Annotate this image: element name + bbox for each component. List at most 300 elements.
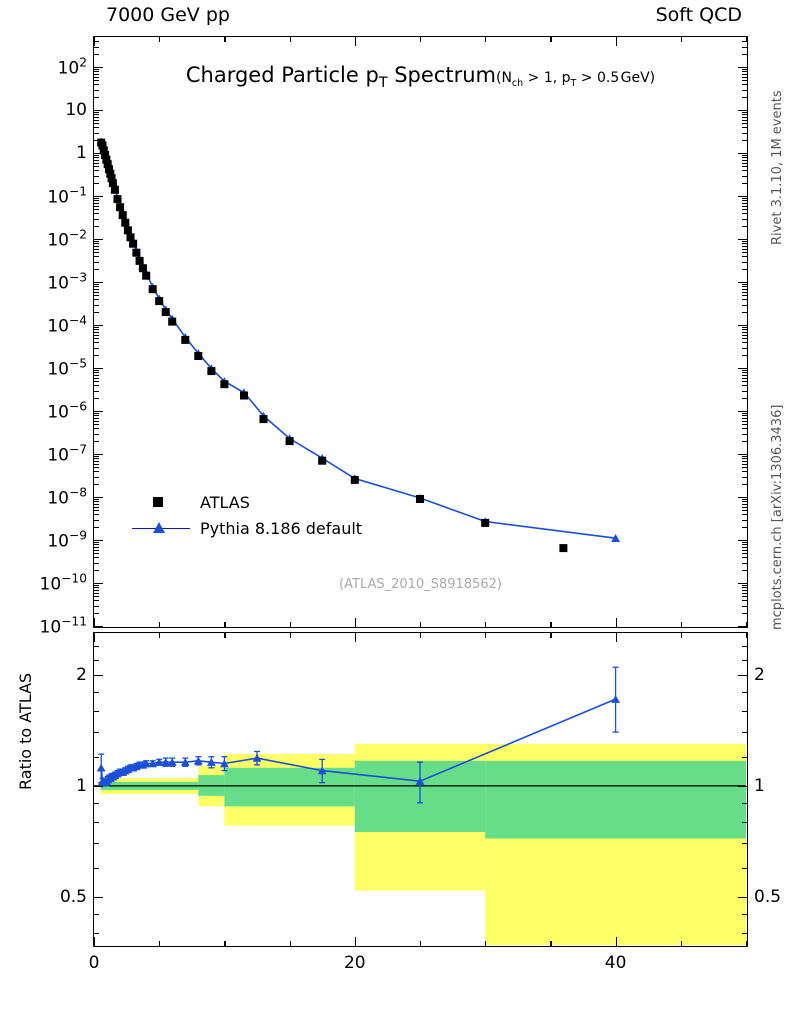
y-tick-minor — [94, 133, 99, 134]
y-tick-minor — [94, 327, 99, 328]
plot-title-main: Charged Particle p — [185, 63, 379, 87]
y-tick-minor — [94, 206, 99, 207]
y-tick-minor — [94, 183, 99, 184]
main-plot-canvas — [94, 37, 746, 626]
ratio-y-tick-minor — [94, 732, 99, 733]
y-tick-minor — [94, 570, 99, 571]
y-tick-minor-right — [742, 112, 747, 113]
y-tick-minor — [94, 163, 99, 164]
y-tick-label: $10^{-8}$ — [47, 485, 87, 509]
y-tick-minor-right — [742, 342, 747, 343]
ratio-y-tick-label: 2 — [76, 665, 87, 685]
x-tick-major-top — [94, 37, 95, 46]
y-tick-minor-right — [742, 243, 747, 244]
ratio-x-tick-minor — [224, 941, 225, 946]
y-tick-minor-right — [742, 80, 747, 81]
ratio-y-tick-minor-right — [742, 711, 747, 712]
ratio-y-tick-minor — [94, 757, 99, 758]
ratio-y-tick-minor-right — [742, 692, 747, 693]
y-tick-minor — [94, 226, 99, 227]
y-tick-minor-right — [742, 456, 747, 457]
atlas-main-marker — [220, 380, 228, 388]
y-tick-minor — [94, 542, 99, 543]
y-tick-minor-right — [742, 378, 747, 379]
atlas-main-marker — [142, 272, 150, 280]
y-tick-minor-right — [742, 74, 747, 75]
y-tick-minor-right — [742, 90, 747, 91]
x-tick-minor-top — [224, 37, 225, 42]
atlas-main-marker — [129, 240, 137, 248]
analysis-id-watermark: (ATLAS_2010_S8918562) — [339, 577, 502, 592]
y-tick-minor-right — [742, 428, 747, 429]
y-tick-minor — [94, 464, 99, 465]
ratio-y-tick-minor — [94, 822, 99, 823]
ratio-y-tick-minor-right — [742, 843, 747, 844]
y-tick-minor-right — [742, 249, 747, 250]
y-tick-minor-right — [742, 418, 747, 419]
y-tick-minor — [94, 140, 99, 141]
plot-title-sub: T — [378, 75, 388, 92]
ratio-y-tick-minor-right — [742, 646, 747, 647]
ratio-uncertainty-band-green — [224, 768, 354, 807]
y-tick-minor — [94, 97, 99, 98]
y-tick-minor-right — [742, 155, 747, 156]
y-tick-minor — [94, 606, 99, 607]
x-tick-minor-bottom — [681, 622, 682, 627]
y-tick-minor-right — [742, 97, 747, 98]
ratio-y-tick-minor — [94, 868, 99, 869]
ratio-y-tick-minor-right — [742, 868, 747, 869]
y-tick-label: 1 — [76, 143, 87, 163]
y-tick-minor — [94, 170, 99, 171]
y-tick-minor — [94, 527, 99, 528]
y-tick-minor — [94, 249, 99, 250]
x-tick-major-bottom — [355, 618, 356, 627]
y-tick-minor-right — [742, 375, 747, 376]
ratio-x-tick-major — [616, 937, 617, 946]
atlas-main-marker — [260, 415, 268, 423]
ratio-y-tick-label-right: 1 — [754, 775, 765, 796]
y-tick-minor-right — [742, 415, 747, 416]
y-tick-minor — [94, 520, 99, 521]
y-tick-minor — [94, 378, 99, 379]
y-tick-minor-right — [742, 329, 747, 330]
y-tick-minor-right — [742, 338, 747, 339]
x-tick-minor-bottom — [550, 622, 551, 627]
y-tick-minor-right — [742, 157, 747, 158]
plot-title-cuts: ($N_{ch} > 1$, $p_T > 0.5$ GeV) — [495, 70, 656, 89]
ratio-y-tick-minor-right — [742, 757, 747, 758]
y-tick-minor-right — [742, 596, 747, 597]
y-tick-minor-right — [742, 219, 747, 220]
y-tick-minor — [94, 415, 99, 416]
ratio-x-tick-major — [94, 937, 95, 946]
y-tick-minor-right — [742, 557, 747, 558]
y-tick-minor — [94, 160, 99, 161]
y-tick-minor-right — [742, 441, 747, 442]
y-tick-minor-right — [742, 269, 747, 270]
y-tick-minor — [94, 54, 99, 55]
y-tick-minor — [94, 441, 99, 442]
y-tick-minor-right — [742, 520, 747, 521]
ratio-plot-canvas — [94, 633, 746, 945]
ratio-x-tick-major-top — [355, 633, 356, 642]
y-tick-minor-right — [742, 348, 747, 349]
y-tick-minor-right — [742, 262, 747, 263]
ratio-y-tick-major — [94, 897, 103, 898]
atlas-main-marker — [139, 264, 147, 272]
y-tick-minor — [94, 398, 99, 399]
ratio-y-tick-minor — [94, 803, 99, 804]
ratio-pythia-marker — [97, 764, 106, 772]
y-tick-minor-right — [742, 312, 747, 313]
atlas-main-marker — [351, 476, 359, 484]
y-tick-minor-right — [742, 133, 747, 134]
y-tick-minor-right — [742, 606, 747, 607]
y-tick-minor-right — [742, 123, 747, 124]
y-tick-minor-right — [742, 585, 747, 586]
y-tick-minor-right — [742, 381, 747, 382]
y-tick-label: $10^{-4}$ — [47, 313, 87, 337]
y-tick-minor — [94, 593, 99, 594]
ratio-x-tick-minor — [290, 941, 291, 946]
y-tick-minor-right — [742, 464, 747, 465]
y-tick-label: $10^{-3}$ — [47, 270, 87, 294]
y-tick-minor-right — [742, 501, 747, 502]
y-tick-minor — [94, 424, 99, 425]
y-tick-minor-right — [742, 203, 747, 204]
y-tick-minor-right — [742, 206, 747, 207]
y-tick-minor-right — [742, 590, 747, 591]
y-tick-label: $10^{-11}$ — [39, 614, 87, 638]
ratio-x-tick-minor — [420, 941, 421, 946]
atlas-main-marker — [318, 457, 326, 465]
y-tick-minor — [94, 219, 99, 220]
y-tick-minor-right — [742, 553, 747, 554]
y-tick-minor — [94, 292, 99, 293]
y-tick-minor — [94, 434, 99, 435]
ratio-x-tick-minor — [550, 941, 551, 946]
y-tick-minor — [94, 166, 99, 167]
y-tick-minor — [94, 80, 99, 81]
y-tick-minor-right — [742, 77, 747, 78]
atlas-main-marker — [132, 249, 140, 257]
ratio-x-tick-major-top — [94, 633, 95, 642]
ratio-y-tick-minor — [94, 914, 99, 915]
y-tick-minor-right — [742, 170, 747, 171]
y-tick-label: $10^2$ — [57, 55, 87, 79]
y-tick-minor — [94, 246, 99, 247]
y-tick-minor — [94, 155, 99, 156]
atlas-main-marker — [155, 297, 163, 305]
ratio-y-tick-label-right: 2 — [754, 665, 765, 685]
ratio-y-tick-minor — [94, 692, 99, 693]
atlas-main-marker — [121, 219, 129, 227]
x-tick-major-bottom — [616, 618, 617, 627]
y-tick-minor-right — [742, 484, 747, 485]
y-tick-minor — [94, 421, 99, 422]
y-tick-minor — [94, 286, 99, 287]
y-tick-minor-right — [742, 241, 747, 242]
atlas-main-marker — [194, 352, 202, 360]
ratio-x-tick-minor-top — [550, 633, 551, 638]
plot-title-tail: Spectrum — [387, 63, 496, 87]
x-tick-minor-bottom — [224, 622, 225, 627]
atlas-main-marker — [111, 186, 119, 194]
y-tick-minor-right — [742, 434, 747, 435]
y-tick-minor — [94, 90, 99, 91]
y-tick-minor-right — [742, 385, 747, 386]
y-tick-minor — [94, 563, 99, 564]
ratio-x-tick-minor-top — [746, 633, 747, 638]
y-tick-minor — [94, 127, 99, 128]
ratio-x-tick-minor-top — [159, 633, 160, 638]
ratio-y-tick-minor-right — [742, 660, 747, 661]
y-tick-minor-right — [742, 499, 747, 500]
atlas-main-marker — [481, 519, 489, 527]
y-tick-minor-right — [742, 332, 747, 333]
y-tick-minor-right — [742, 246, 747, 247]
ratio-x-tick-major — [355, 937, 356, 946]
y-tick-minor-right — [742, 252, 747, 253]
y-tick-minor — [94, 71, 99, 72]
y-tick-label: $10^{-1}$ — [47, 184, 87, 208]
ratio-y-tick-label: 1 — [76, 775, 87, 796]
y-tick-minor-right — [742, 507, 747, 508]
y-tick-minor-right — [742, 305, 747, 306]
y-tick-minor-right — [742, 295, 747, 296]
ratio-plot-panel — [59, 632, 782, 973]
y-tick-minor — [94, 120, 99, 121]
y-tick-minor — [94, 600, 99, 601]
y-tick-minor-right — [742, 370, 747, 371]
y-tick-minor-right — [742, 69, 747, 70]
y-tick-minor-right — [742, 504, 747, 505]
y-tick-minor — [94, 262, 99, 263]
atlas-main-marker — [168, 318, 176, 326]
atlas-main-marker — [119, 211, 127, 219]
y-tick-minor — [94, 305, 99, 306]
ratio-y-tick-minor — [94, 646, 99, 647]
x-tick-minor-top — [290, 37, 291, 42]
legend-label-pythia: Pythia 8.186 default — [200, 518, 363, 538]
y-tick-minor-right — [742, 183, 747, 184]
y-tick-minor-right — [742, 176, 747, 177]
ratio-x-tick-minor — [746, 941, 747, 946]
x-tick-minor-bottom — [159, 622, 160, 627]
atlas-main-marker — [162, 308, 170, 316]
y-tick-minor — [94, 391, 99, 392]
x-tick-minor-top — [550, 37, 551, 42]
y-tick-minor-right — [742, 286, 747, 287]
y-tick-minor — [94, 477, 99, 478]
y-tick-minor — [94, 585, 99, 586]
atlas-main-marker — [116, 203, 124, 211]
atlas-main-marker — [181, 336, 189, 344]
ratio-x-tick-major-top — [616, 633, 617, 642]
y-tick-minor — [94, 256, 99, 257]
y-tick-minor-right — [742, 299, 747, 300]
atlas-main-marker — [559, 544, 567, 552]
y-tick-minor — [94, 484, 99, 485]
ratio-y-tick-minor — [94, 843, 99, 844]
ratio-y-tick-minor — [94, 933, 99, 934]
ratio-y-tick-major-right — [738, 897, 747, 898]
y-tick-minor — [94, 596, 99, 597]
y-tick-minor-right — [742, 467, 747, 468]
ratio-x-tick-minor — [485, 941, 486, 946]
y-tick-minor — [94, 243, 99, 244]
y-tick-minor — [94, 332, 99, 333]
y-tick-minor-right — [742, 421, 747, 422]
y-tick-minor — [94, 77, 99, 78]
y-tick-minor-right — [742, 289, 747, 290]
y-tick-minor-right — [742, 570, 747, 571]
y-tick-minor — [94, 269, 99, 270]
x-tick-minor-top — [159, 37, 160, 42]
y-tick-minor — [94, 213, 99, 214]
x-tick-minor-top — [681, 37, 682, 42]
y-tick-minor — [94, 547, 99, 548]
ratio-x-tick-minor-top — [681, 633, 682, 638]
y-tick-minor-right — [742, 613, 747, 614]
x-tick-label: 0 — [88, 953, 100, 973]
atlas-main-marker — [149, 285, 157, 293]
y-tick-minor-right — [742, 166, 747, 167]
y-tick-minor — [94, 335, 99, 336]
y-tick-label: 10 — [65, 100, 87, 120]
ratio-y-tick-major-right — [738, 786, 747, 787]
y-tick-minor — [94, 413, 99, 414]
y-tick-minor — [94, 375, 99, 376]
atlas-main-marker — [136, 257, 144, 265]
y-tick-minor-right — [742, 477, 747, 478]
y-tick-minor — [94, 557, 99, 558]
y-tick-minor-right — [742, 413, 747, 414]
ratio-y-tick-minor-right — [742, 803, 747, 804]
ratio-uncertainty-band-green — [485, 761, 746, 839]
atlas-main-marker — [207, 367, 215, 375]
y-tick-label: $10^{-5}$ — [47, 356, 87, 380]
y-tick-label: $10^{-2}$ — [47, 227, 87, 251]
y-tick-minor — [94, 372, 99, 373]
y-tick-minor — [94, 74, 99, 75]
ratio-y-tick-minor-right — [742, 914, 747, 915]
ratio-x-tick-minor-top — [290, 633, 291, 638]
y-tick-minor — [94, 418, 99, 419]
y-tick-minor — [94, 123, 99, 124]
x-tick-minor-top — [420, 37, 421, 42]
x-tick-major-bottom — [94, 618, 95, 627]
y-tick-minor — [94, 338, 99, 339]
atlas-main-marker — [286, 437, 294, 445]
y-tick-minor-right — [742, 542, 747, 543]
y-tick-minor — [94, 84, 99, 85]
x-tick-minor-bottom — [420, 622, 421, 627]
y-tick-minor — [94, 428, 99, 429]
y-tick-minor — [94, 312, 99, 313]
y-tick-minor — [94, 471, 99, 472]
x-tick-minor-top — [485, 37, 486, 42]
x-tick-minor-bottom — [290, 622, 291, 627]
y-tick-major — [94, 626, 103, 627]
y-tick-minor-right — [742, 563, 747, 564]
y-tick-minor-right — [742, 355, 747, 356]
x-tick-label: 20 — [343, 953, 366, 973]
y-tick-minor-right — [742, 292, 747, 293]
y-tick-minor-right — [742, 372, 747, 373]
y-tick-minor-right — [742, 424, 747, 425]
y-tick-minor — [94, 241, 99, 242]
y-tick-minor — [94, 289, 99, 290]
y-tick-minor-right — [742, 327, 747, 328]
y-tick-minor — [94, 200, 99, 201]
y-tick-minor — [94, 385, 99, 386]
atlas-main-marker — [114, 195, 122, 203]
y-tick-minor-right — [742, 550, 747, 551]
ratio-y-tick-minor — [94, 711, 99, 712]
ratio-axis-title: Ratio to ATLAS — [16, 672, 35, 790]
ratio-y-tick-major-right — [738, 675, 747, 676]
y-tick-minor — [94, 587, 99, 588]
x-tick-label: 40 — [604, 953, 627, 973]
y-tick-minor-right — [742, 391, 747, 392]
y-tick-minor-right — [742, 471, 747, 472]
ratio-x-tick-minor-top — [224, 633, 225, 638]
y-tick-minor-right — [742, 117, 747, 118]
y-tick-minor-right — [742, 120, 747, 121]
y-tick-minor — [94, 252, 99, 253]
rivet-credit: Rivet 3.1.10, 1M events — [770, 90, 785, 245]
x-tick-major-top — [355, 37, 356, 46]
ratio-y-tick-minor-right — [742, 732, 747, 733]
y-tick-minor-right — [742, 600, 747, 601]
atlas-main-marker — [240, 392, 248, 400]
y-tick-minor — [94, 176, 99, 177]
y-tick-minor — [94, 370, 99, 371]
y-tick-minor — [94, 112, 99, 113]
y-tick-minor — [94, 458, 99, 459]
y-tick-label: $10^{-6}$ — [47, 399, 87, 423]
y-tick-minor — [94, 342, 99, 343]
ratio-x-tick-minor-top — [485, 633, 486, 638]
y-tick-minor-right — [742, 84, 747, 85]
y-tick-minor-right — [742, 335, 747, 336]
y-tick-minor-right — [742, 47, 747, 48]
y-tick-minor-right — [742, 200, 747, 201]
y-tick-minor-right — [742, 198, 747, 199]
y-tick-minor-right — [742, 547, 747, 548]
ratio-x-tick-minor-top — [420, 633, 421, 638]
y-tick-minor-right — [742, 514, 747, 515]
legend-label-atlas: ATLAS — [200, 492, 250, 512]
y-tick-minor — [94, 47, 99, 48]
y-tick-minor — [94, 507, 99, 508]
y-tick-minor — [94, 504, 99, 505]
x-tick-minor-bottom — [485, 622, 486, 627]
y-tick-minor — [94, 514, 99, 515]
y-tick-minor — [94, 501, 99, 502]
ratio-y-tick-minor — [94, 660, 99, 661]
x-tick-minor-top — [746, 37, 747, 42]
y-tick-minor — [94, 348, 99, 349]
y-tick-minor — [94, 456, 99, 457]
ratio-y-tick-label-right: 0.5 — [754, 886, 782, 907]
y-tick-minor — [94, 203, 99, 204]
ratio-x-tick-minor — [681, 941, 682, 946]
y-tick-minor-right — [742, 209, 747, 210]
y-tick-minor-right — [742, 510, 747, 511]
